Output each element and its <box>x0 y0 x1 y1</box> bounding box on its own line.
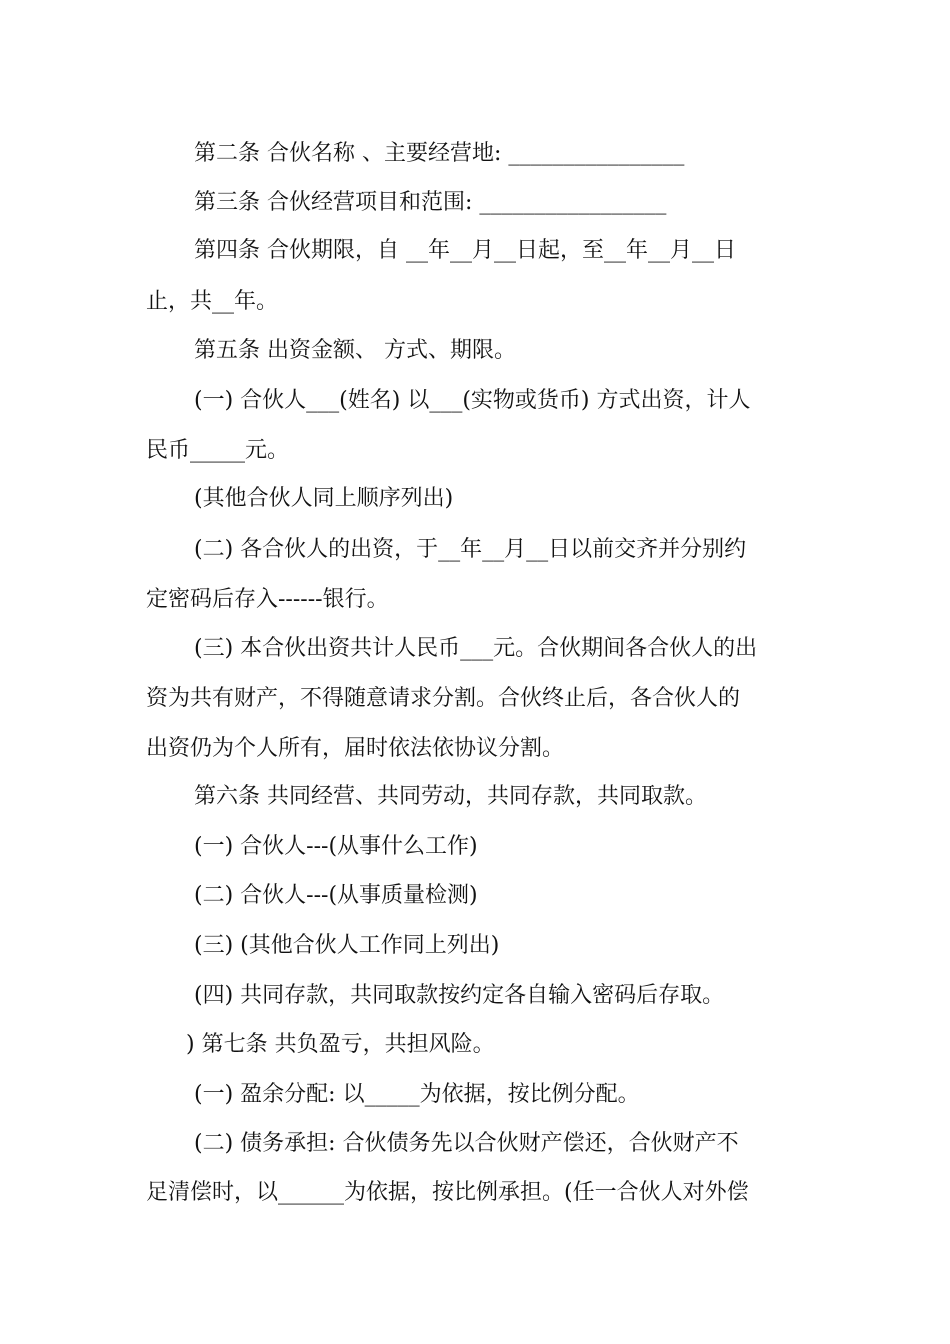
article-5-note: (其他合伙人同上顺序列出) <box>194 486 454 511</box>
article-5-item-3: (三) 本合伙出资共计人民币___元。合伙期间各合伙人的出 <box>194 636 758 661</box>
article-6-item-3: (三) (其他合伙人工作同上列出) <box>194 933 500 958</box>
article-5-item-2: (二) 各合伙人的出资，于__年__月__日以前交齐并分别约 <box>194 537 747 562</box>
article-7-item-2: (二) 债务承担: 合伙债务先以合伙财产偿还，合伙财产不 <box>194 1131 739 1156</box>
article-3-line: 第三条 合伙经营项目和范围: _________________ <box>194 190 667 215</box>
article-6-item-4: (四) 共同存款，共同取款按约定各自输入密码后存取。 <box>194 983 725 1008</box>
article-5-item-2-continuation: 定密码后存入------银行。 <box>146 587 389 612</box>
article-7-line: ) 第七条 共负盈亏，共担风险。 <box>186 1032 495 1057</box>
article-6-item-1: (一) 合伙人---(从事什么工作) <box>194 834 478 859</box>
article-5-item-1: (一) 合伙人___(姓名) 以___(实物或货币) 方式出资，计人 <box>194 388 751 413</box>
article-7-item-1: (一) 盈余分配: 以_____为依据，按比例分配。 <box>194 1082 640 1107</box>
article-6-line: 第六条 共同经营、共同劳动，共同存款，共同取款。 <box>194 784 707 809</box>
article-2-line: 第二条 合伙名称 、主要经营地: ________________ <box>194 141 685 166</box>
article-5-item-3-continuation-2: 出资仍为个人所有，届时依法依协议分割。 <box>146 736 565 761</box>
article-6-item-2: (二) 合伙人---(从事质量检测) <box>194 883 478 908</box>
article-5-item-3-continuation-1: 资为共有财产，不得随意请求分割。合伙终止后，各合伙人的 <box>146 686 741 711</box>
article-4-continuation: 止，共__年。 <box>146 289 279 314</box>
article-7-item-2-continuation: 足清偿时，以______为依据，按比例承担。(任一合伙人对外偿 <box>146 1180 749 1205</box>
article-5-item-1-continuation: 民币_____元。 <box>146 438 290 463</box>
article-5-line: 第五条 出资金额、 方式、期限。 <box>194 338 516 363</box>
article-4-line: 第四条 合伙期限，自 __年__月__日起，至__年__月__日 <box>194 238 736 263</box>
